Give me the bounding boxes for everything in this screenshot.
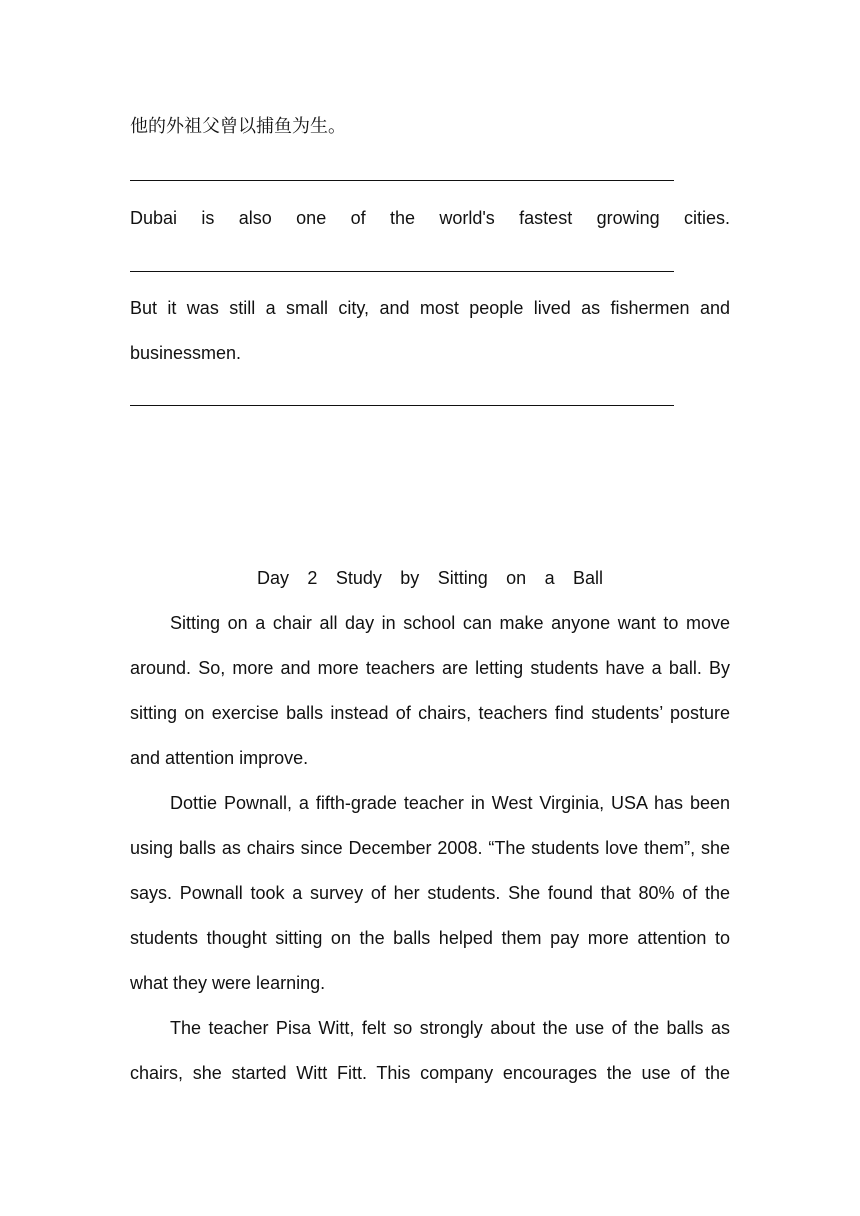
chinese-sentence: 他的外祖父曾以捕鱼为生。 xyxy=(130,116,346,136)
sentence-dubai: Dubai is also one of the world's fastest growing cities. xyxy=(130,208,730,228)
article-line: chairs, she started Witt Fitt. This company encourages the use of the xyxy=(130,1063,730,1083)
article-line: Dottie Pownall, a fifth-grade teacher in West Virginia, USA has been xyxy=(170,793,730,813)
answer-line-3 xyxy=(130,405,674,406)
article-line: students thought sitting on the balls helped them pay more attention to xyxy=(130,928,730,948)
article-line: around. So, more and more teachers are letting students have a ball. By xyxy=(130,658,730,678)
answer-line-1 xyxy=(130,180,674,181)
sentence-small-city-line2: businessmen. xyxy=(130,343,242,363)
article-line: The teacher Pisa Witt, felt so strongly about the use of the balls as xyxy=(170,1018,730,1038)
sentence-small-city-line1: But it was still a small city, and most people lived as fishermen and xyxy=(130,298,730,318)
article-line: sitting on exercise balls instead of chairs, teachers find students’ posture xyxy=(130,703,730,723)
article-line: says. Pownall took a survey of her students. She found that 80% of the xyxy=(130,883,730,903)
article-line: using balls as chairs since December 2008. “The students love them”, she xyxy=(130,838,730,858)
answer-line-2 xyxy=(130,271,674,272)
article-line: what they were learning. xyxy=(130,973,326,993)
article-line: Sitting on a chair all day in school can make anyone want to move xyxy=(170,613,730,633)
article-line: and attention improve. xyxy=(130,748,309,768)
article-title: Day 2 Study by Sitting on a Ball xyxy=(257,568,603,588)
